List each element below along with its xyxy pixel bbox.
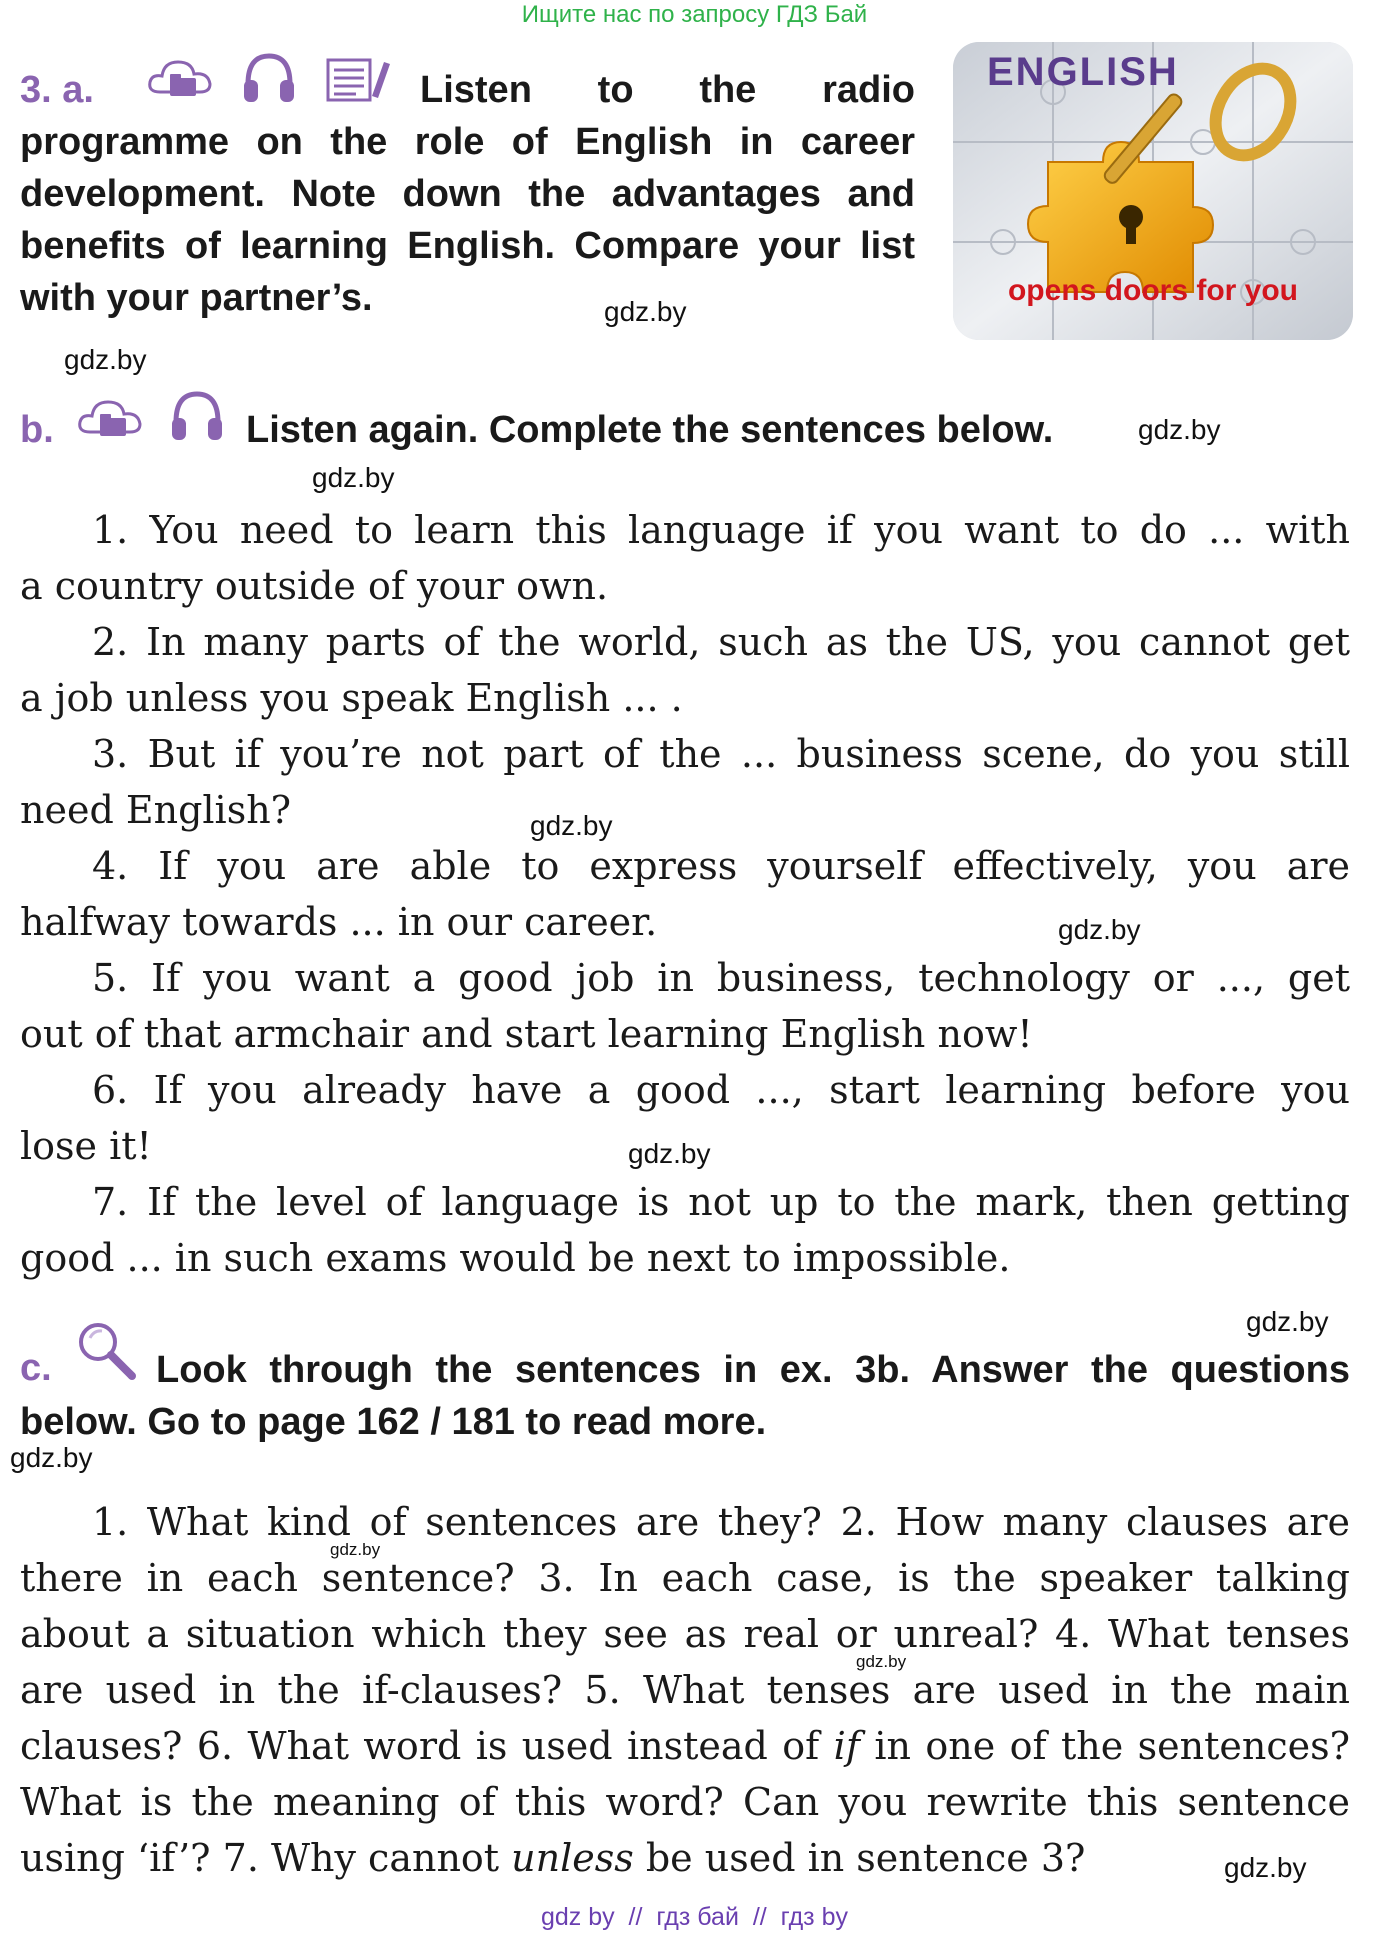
cloud-folder-icon [76, 394, 146, 442]
exercise-3c-instruction [20, 1344, 1350, 1448]
question-text: in one of the sentences? [859, 1724, 1350, 1768]
headphones-icon [168, 388, 226, 444]
watermark: gdz.by [1138, 414, 1221, 445]
instruction-line: Look through the sentences in ex. 3b. Answer the questions [156, 1349, 1350, 1391]
watermark: gdz.by [1058, 914, 1141, 945]
instruction-word: Listen [420, 69, 532, 111]
exercise-3b-label: b. [20, 409, 54, 451]
search-hint-link[interactable]: Ищите нас по запросу ГДЗ Бай [521, 1, 868, 28]
badge-title: ENGLISH [987, 50, 1179, 94]
exercise-3c-questions [20, 1494, 1350, 1886]
question-line [20, 1718, 1350, 1774]
question-emphasis: unless [511, 1836, 634, 1880]
footer-links[interactable]: gdz by // гдз бай // гдз by [540, 1903, 848, 1931]
watermark: gdz.by [10, 1442, 93, 1473]
sentence-line: 1. You need to learn this language if you want to do ... with [92, 508, 1350, 552]
sentence-line: 7. If the level of language is not up to the mark, then getting [92, 1180, 1350, 1224]
sentence-line: a country outside of your own. [20, 564, 609, 608]
watermark: gdz.by [604, 296, 687, 327]
exercise-3a-label: 3. a. [20, 69, 94, 111]
watermark: gdz.by [1246, 1306, 1329, 1337]
question-line [20, 1830, 1350, 1886]
cloud-folder-icon [146, 54, 216, 102]
notebook-pencil-icon [326, 56, 392, 104]
headphones-icon [240, 50, 298, 106]
exercise-3a-instruction-line1 [420, 66, 915, 114]
instruction-word: to [597, 69, 634, 111]
watermark: gdz.by [330, 1540, 381, 1559]
instruction-word: the [699, 69, 757, 111]
exercise-3a-instruction [20, 116, 915, 324]
sentence-line: 5. If you want a good job in business, technology or ..., get [92, 956, 1350, 1000]
sentence-line: 4. If you are able to express yourself effectively, you are [92, 844, 1350, 888]
instruction-line: development. Note down the advantages and [20, 173, 915, 215]
watermark: gdz.by [856, 1652, 907, 1671]
question-line: about a situation which they see as real or unreal? 4. What tenses [20, 1612, 1350, 1656]
exercise-3b-instruction: Listen again. Complete the sentences below. [246, 409, 1054, 451]
question-line: 1. What kind of sentences are they? 2. How many clauses are [92, 1500, 1350, 1544]
badge-caption: opens doors for you [1007, 274, 1298, 307]
watermark: gdz.by [1224, 1852, 1307, 1883]
question-line: there in each sentence? 3. In each case, is the speaker talking [20, 1556, 1350, 1600]
watermark: gdz.by [312, 462, 395, 493]
question-line: are used in the if-clauses? 5. What tenses are used in the main [20, 1668, 1350, 1712]
english-opens-doors-image [953, 42, 1353, 340]
sentence-line: a job unless you speak English ... . [20, 676, 683, 720]
question-text: be used in sentence 3? [633, 1836, 1086, 1880]
watermark: gdz.by [64, 344, 147, 375]
question-line: What is the meaning of this word? Can you rewrite this sentence [20, 1780, 1350, 1824]
sentence-line: out of that armchair and start learning English now! [20, 1012, 1033, 1056]
sentence-line: good ... in such exams would be next to impossible. [20, 1236, 1011, 1280]
sentence-line: need English? [20, 788, 292, 832]
instruction-line: with your partner’s. [20, 277, 373, 319]
sentence-line: lose it! [20, 1124, 152, 1168]
sentence-line: halfway towards ... in our career. [20, 900, 658, 944]
question-text: clauses? 6. What word is used instead of [20, 1724, 834, 1768]
instruction-word: radio [822, 69, 915, 111]
sentence-line: 3. But if you’re not part of the ... business scene, do you still [92, 732, 1350, 776]
question-text: using ‘if’? 7. Why cannot [20, 1836, 512, 1880]
sentence-line: 6. If you already have a good ..., start learning before you [92, 1068, 1350, 1112]
watermark: gdz.by [530, 810, 613, 841]
instruction-line: below. Go to page 162 / 181 to read more. [20, 1401, 767, 1443]
instruction-line: benefits of learning English. Compare your list [20, 225, 915, 267]
watermark: gdz.by [628, 1138, 711, 1169]
question-emphasis: if [833, 1724, 860, 1768]
sentence-line: 2. In many parts of the world, such as the US, you cannot get [92, 620, 1350, 664]
exercise-3c-label: c. [20, 1347, 52, 1389]
instruction-line: programme on the role of English in career [20, 121, 915, 163]
